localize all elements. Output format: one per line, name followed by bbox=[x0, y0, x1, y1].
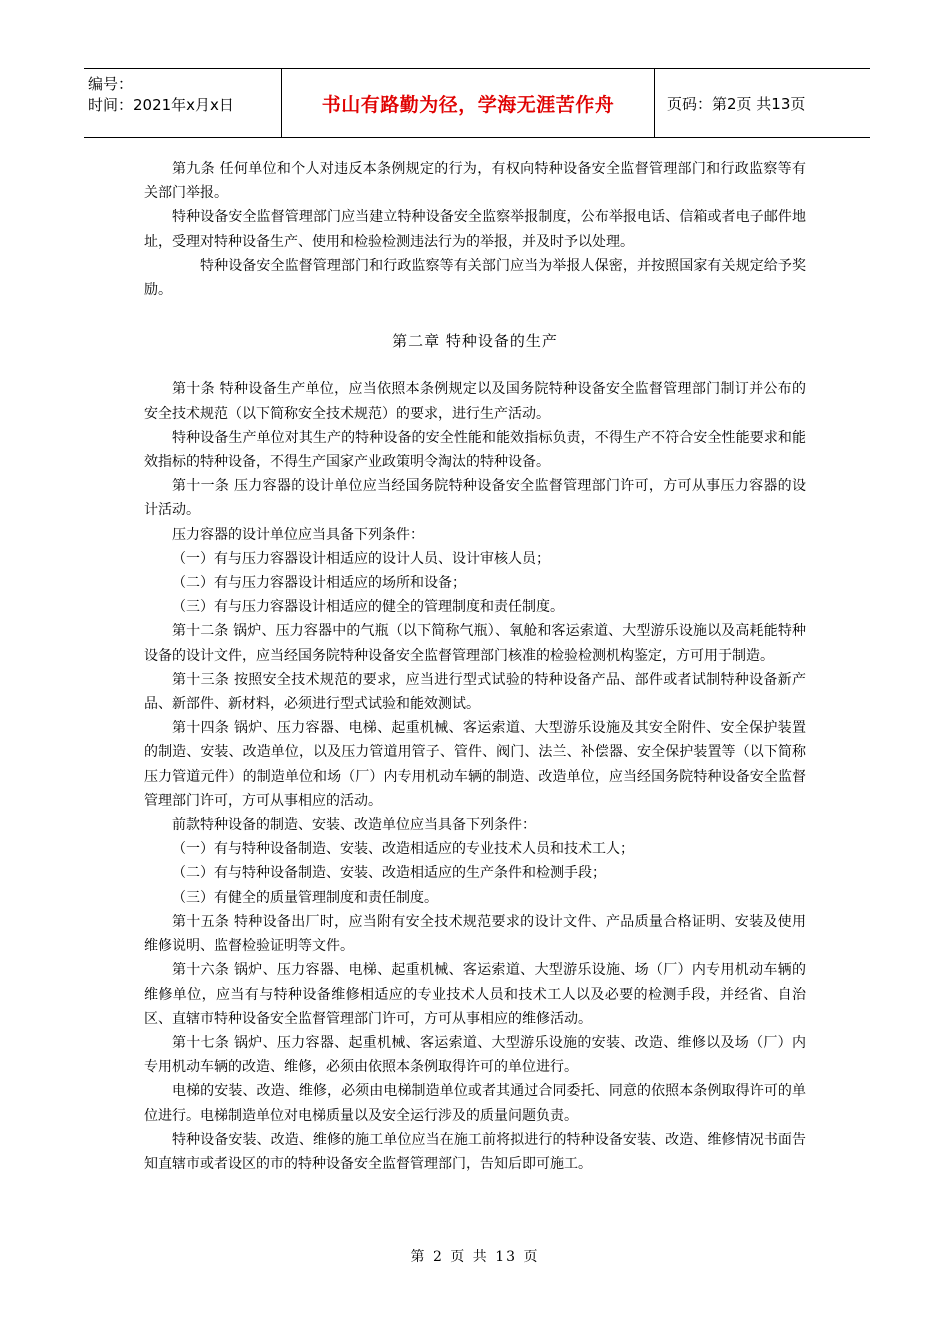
paragraph-article-15: 第十五条 特种设备出厂时，应当附有安全技术规范要求的设计文件、产品质量合格证明、安装及使用维修说明、监督检验证明等文件。 bbox=[144, 913, 806, 955]
paragraph-article-16: 第十六条 锅炉、压力容器、电梯、起重机械、客运索道、大型游乐设施、场（厂）内专用机动车辆的维修单位，应当有与特种设备维修相适应的专业技术人员和技术工人以及必要的检测手段，并经省、自治区、直辖市特种设备安全监督管理部门许可，方可从事相应的维修活动。 bbox=[144, 962, 806, 1027]
header-page-cell bbox=[655, 69, 870, 137]
document-body bbox=[144, 157, 806, 1176]
paragraph: 特种设备安全监督管理部门应当建立特种设备安全监察举报制度，公布举报电话、信箱或者电子邮件地址，受理对特种设备生产、使用和检验检测违法行为的举报，并及时予以处理。 bbox=[144, 209, 806, 250]
paragraph: 压力容器的设计单位应当具备下列条件： bbox=[172, 526, 424, 543]
header-meta bbox=[84, 69, 282, 137]
list-item: （一）有与特种设备制造、安装、改造相适应的专业技术人员和技术工人； bbox=[172, 841, 634, 858]
paragraph: 特种设备安装、改造、维修的施工单位应当在施工前将拟进行的特种设备安装、改造、维修情况书面告知直辖市或者设区的市的特种设备安全监督管理部门，告知后即可施工。 bbox=[144, 1131, 806, 1172]
list-item: （二）有与特种设备制造、安装、改造相适应的生产条件和检测手段； bbox=[172, 865, 606, 882]
document-time-label: 时间：2021年x月x日 bbox=[88, 96, 234, 114]
header-motto-cell bbox=[282, 69, 655, 137]
paragraph: 特种设备生产单位对其生产的特种设备的安全性能和能效指标负责，不得生产不符合安全性能要求和能效指标的特种设备，不得生产国家产业政策明令淘汰的特种设备。 bbox=[144, 429, 806, 471]
list-item: （三）有与压力容器设计相适应的健全的管理制度和责任制度。 bbox=[172, 599, 564, 616]
header-page-label: 页码：第2页 共13页 bbox=[667, 94, 806, 113]
paragraph: 特种设备安全监督管理部门和行政监察等有关部门应当为举报人保密，并按照国家有关规定给予奖励。 bbox=[144, 257, 806, 299]
header-motto: 书山有路勤为径，学海无涯苦作舟 bbox=[321, 93, 615, 116]
list-item: （二）有与压力容器设计相适应的场所和设备； bbox=[172, 575, 466, 592]
paragraph-article-11: 第十一条 压力容器的设计单位应当经国务院特种设备安全监督管理部门许可，方可从事压力容器的设计活动。 bbox=[144, 478, 806, 519]
page-footer: 第 2 页 共 13 页 bbox=[410, 1249, 540, 1265]
paragraph-article-17: 第十七条 锅炉、压力容器、起重机械、客运索道、大型游乐设施的安装、改造、维修以及场（厂）内专用机动车辆的改造、维修，必须由依照本条例取得许可的单位进行。 bbox=[144, 1034, 806, 1076]
paragraph-article-14: 第十四条 锅炉、压力容器、电梯、起重机械、客运索道、大型游乐设施及其安全附件、安全保护装置的制造、安装、改造单位，以及压力管道用管子、管件、阀门、法兰、补偿器、安全保护装置等（以下简称压力管道元件）的制造单位和场（厂）内专用机动车辆的制造、改造单位，应当经国务院特种设备安全监督管理部门许可，方可从事相应的活动。 bbox=[144, 720, 806, 809]
chapter-title: 第二章 特种设备的生产 bbox=[392, 332, 558, 351]
paragraph: 电梯的安装、改造、维修，必须由电梯制造单位或者其通过合同委托、同意的依照本条例取得许可的单位进行。电梯制造单位对电梯质量以及安全运行涉及的质量问题负责。 bbox=[144, 1083, 806, 1124]
paragraph-article-10: 第十条 特种设备生产单位，应当依照本条例规定以及国务院特种设备安全监督管理部门制订并公布的安全技术规范（以下简称安全技术规范）的要求，进行生产活动。 bbox=[144, 381, 806, 422]
paragraph: 前款特种设备的制造、安装、改造单位应当具备下列条件： bbox=[172, 817, 536, 834]
list-item: （三）有健全的质量管理制度和责任制度。 bbox=[172, 889, 438, 906]
page-header bbox=[84, 68, 870, 138]
document-number-label: 编号： bbox=[88, 75, 134, 93]
paragraph-article-9: 第九条 任何单位和个人对违反本条例规定的行为，有权向特种设备安全监督管理部门和行政监察等有关部门举报。 bbox=[144, 161, 806, 202]
paragraph-article-12: 第十二条 锅炉、压力容器中的气瓶（以下简称气瓶）、氧舱和客运索道、大型游乐设施以及高耗能特种设备的设计文件，应当经国务院特种设备安全监督管理部门核准的检验检测机构鉴定，方可用于制造。 bbox=[144, 623, 806, 664]
paragraph-article-13: 第十三条 按照安全技术规范的要求，应当进行型式试验的特种设备产品、部件或者试制特种设备新产品、新部件、新材料，必须进行型式试验和能效测试。 bbox=[144, 671, 806, 713]
list-item: （一）有与压力容器设计相适应的设计人员、设计审核人员； bbox=[172, 550, 550, 567]
